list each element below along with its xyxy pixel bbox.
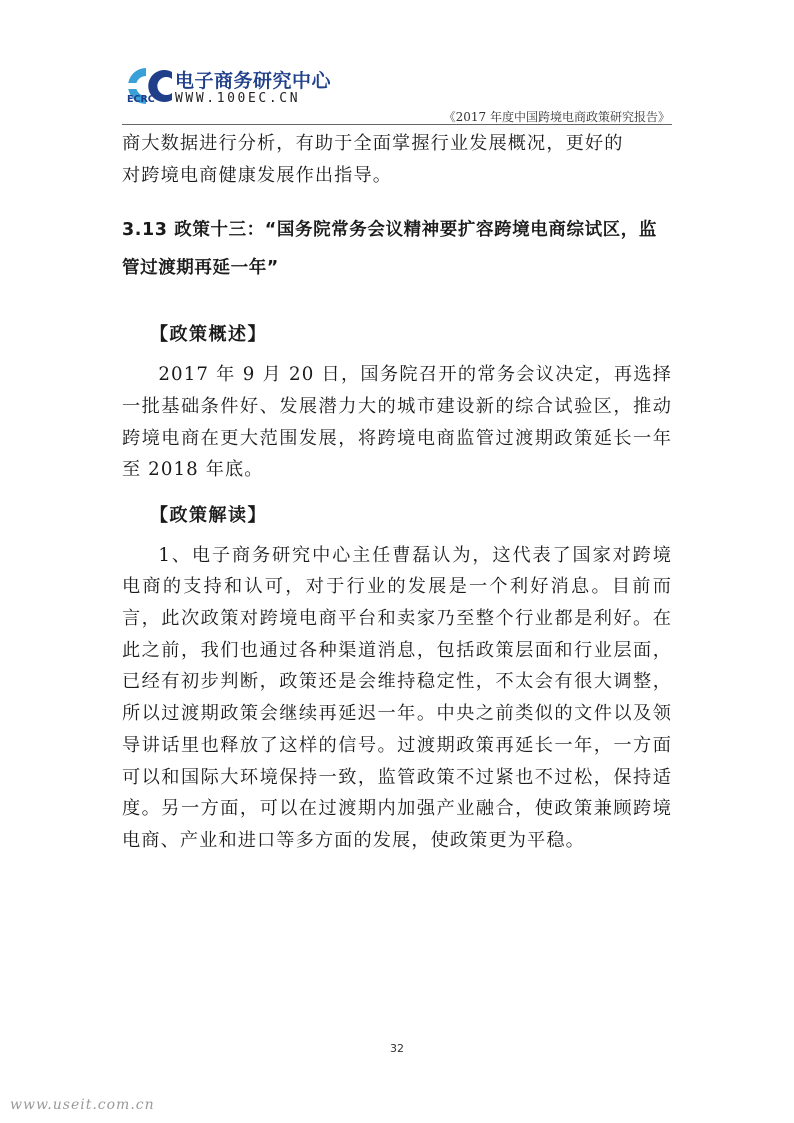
interpretation-paragraph: 1、电子商务研究中心主任曹磊认为，这代表了国家对跨境电商的支持和认可，对于行业的发展是一个利好消息。目前而言，此次政策对跨境电商平台和卖家乃至整个行业都是利好。在此之前，我们也通过各种渠道消息，包括政策层面和行业层面，已经有初步判断，政策还是会维持稳定性，不太会有很大调整，所以过渡期政策会继续再延迟一年。中央之前类似的文件以及领导讲话里也释放了这样的信号。过渡期政策再延长一年，一方面可以和国际大环境保持一致，监管政策不过紧也不过松，保持适度。另一方面，可以在过渡期内加强产业融合，使政策兼顾跨境电商、产业和进口等多方面的发展，使政策更为平稳。 <box>122 544 672 851</box>
report-title: 《2017 年度中国跨境电商政策研究报告》 <box>443 110 670 124</box>
overview-paragraph: 2017 年 9 月 20 日，国务院召开的常务会议决定，再选择一批基础条件好、发展潜力大的城市建设新的综合试验区，推动跨境电商在更大范围发展，将跨境电商监管过渡期政策延长一年至 2018 年底。 <box>122 364 672 481</box>
policy-heading: 3.13 政策十三：“国务院常务会议精神要扩容跨境电商综试区，监管过渡期再延一年” <box>122 220 657 279</box>
logo-english-abbr: ECRC <box>127 94 155 105</box>
intro-line-2: 对跨境电商健康发展作出指导。 <box>122 164 393 186</box>
watermark: www.useit.com.cn <box>10 1097 155 1113</box>
page-number: 32 <box>390 1042 404 1055</box>
logo-chinese-name: 电子商务研究中心 <box>175 70 332 92</box>
logo-url: WWW.100EC.CN <box>175 91 301 106</box>
overview-title: 【政策概述】 <box>150 324 267 346</box>
interpretation-title: 【政策解读】 <box>150 504 267 526</box>
page-content <box>122 128 672 857</box>
intro-line-1: 商大数据进行分析，有助于全面掌握行业发展概况，更好的 <box>122 133 624 154</box>
page-header <box>0 0 794 124</box>
header-divider <box>122 124 672 125</box>
